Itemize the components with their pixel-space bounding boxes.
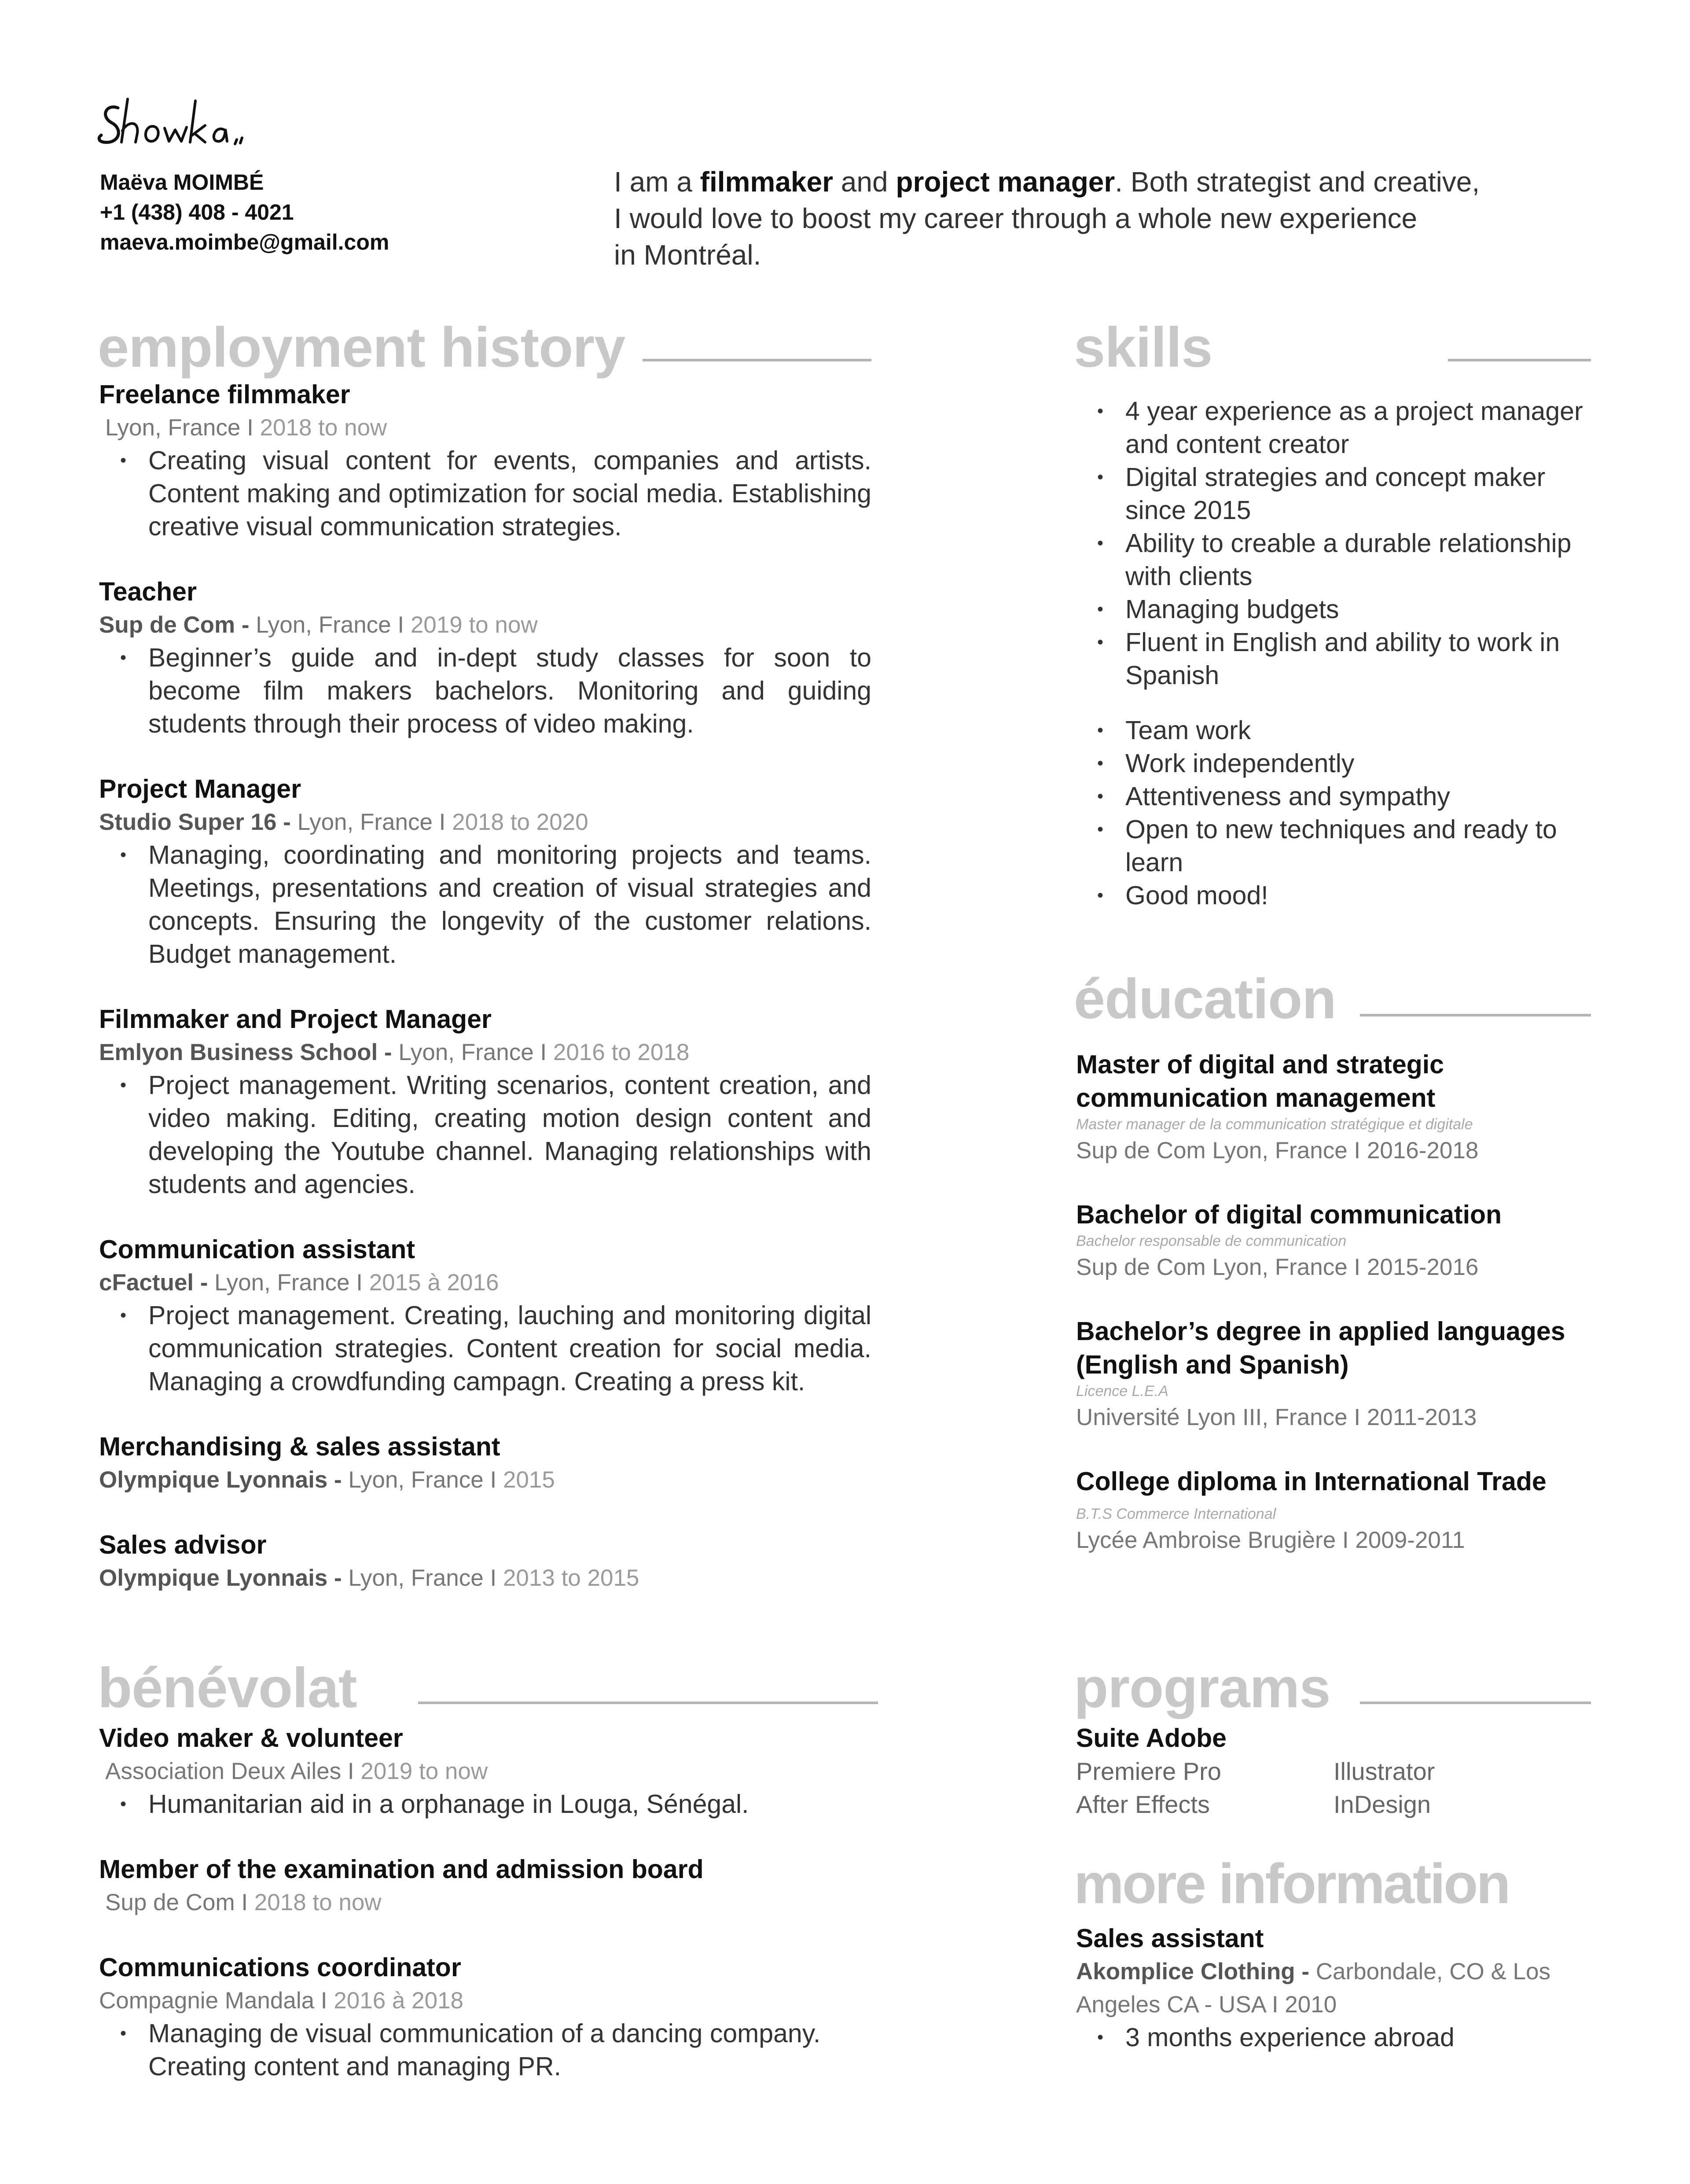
location: Lyon, France I [297, 809, 452, 835]
name: Maëva MOIMBÉ [100, 170, 264, 195]
job-bullet: • Project management. Writing scenarios, content creation, and video making. Editing, creating motion design content and developing the Youtube channel. Managing relationships with students and agencies. [99, 1069, 871, 1201]
degree: College diploma in International Trade [1076, 1467, 1547, 1496]
job-bullet: • Humanitarian aid in a orphanage in Louga, Sénégal. [99, 1788, 871, 1821]
company: Studio Super 16 - [99, 809, 298, 835]
job-meta [99, 1266, 871, 1299]
job-meta [99, 1562, 871, 1595]
skills-title: skills [1074, 316, 1212, 379]
job-bullet: • Beginner’s guide and in-dept study classes for soon to become film makers bachelors. Monitoring and guiding students through their process of video making. [99, 641, 871, 740]
date: 2016 à 2018 [334, 1988, 464, 2014]
volunteer-title: bénévolat [98, 1657, 357, 1720]
education-entry [1076, 1315, 1595, 1434]
divider [1360, 1702, 1591, 1704]
job-meta [1076, 1955, 1595, 2021]
job-title: Sales advisor [99, 1530, 267, 1559]
intro-text: and [833, 166, 896, 198]
intro-text: I am a [614, 166, 700, 198]
job-title: Member of the examination and admission board [99, 1855, 704, 1884]
intro-statement [614, 164, 1604, 273]
employment-list [99, 378, 871, 1595]
job-bullet: • Project management. Creating, lauching and monitoring digital communication strategies. Content creation for social media. Managing a crowdfunding campagn. Creating a press kit. [99, 1299, 871, 1398]
date: 2018 to now [260, 415, 387, 441]
contact-block [100, 167, 389, 257]
divider [643, 359, 871, 361]
education-title: éducation [1074, 968, 1336, 1031]
location: Lyon, France I [398, 1039, 553, 1065]
intro-highlight: filmmaker [700, 166, 833, 198]
school: Sup de Com Lyon, France I 2016-2018 [1076, 1138, 1479, 1164]
date: 2015 [503, 1467, 555, 1493]
divider [418, 1702, 878, 1704]
job-title: Sales assistant [1076, 1924, 1264, 1953]
job-title: Merchandising & sales assistant [99, 1432, 500, 1461]
date: 2015 à 2016 [369, 1270, 499, 1296]
date: 2013 to 2015 [503, 1565, 639, 1591]
date: 2016 to 2018 [553, 1039, 690, 1065]
job-meta [99, 1886, 871, 1919]
skill-item: • Fluent in English and ability to work in Spanish [1076, 626, 1595, 692]
divider [1360, 1014, 1591, 1016]
location: Lyon, France I [214, 1270, 369, 1296]
education-list [1076, 1048, 1595, 1557]
email[interactable]: maeva.moimbe@gmail.com [100, 230, 389, 254]
date: 2019 to now [410, 612, 538, 638]
job-title: Project Manager [99, 774, 301, 803]
job-title: Freelance filmmaker [99, 380, 350, 409]
job-title: Communications coordinator [99, 1953, 461, 1982]
showka-logo [97, 90, 255, 152]
skill-item: • Digital strategies and concept maker since 2015 [1076, 461, 1595, 527]
education-entry [1076, 1198, 1595, 1284]
degree: Master of digital and strategic communication management [1076, 1050, 1444, 1112]
skill-item: • 4 year experience as a project manager and content creator [1076, 395, 1595, 461]
education-entry [1076, 1048, 1595, 1167]
suite-title: Suite Adobe [1076, 1724, 1227, 1753]
job-bullet: • Creating visual content for events, companies and artists. Content making and optimization for social media. Establishing creative visual communication strategies. [99, 444, 871, 543]
job-title: Teacher [99, 577, 197, 606]
company: cFactuel - [99, 1270, 215, 1296]
programs-grid [1076, 1755, 1595, 1821]
date: 2019 to now [360, 1758, 488, 1784]
intro-text: . Both strategist and creative, [1115, 166, 1480, 198]
company: Olympique Lyonnais - [99, 1565, 349, 1591]
company: Emlyon Business School - [99, 1039, 399, 1065]
info-bullet: • 3 months experience abroad [1076, 2021, 1595, 2054]
job-title: Filmmaker and Project Manager [99, 1005, 492, 1034]
programs-title: programs [1074, 1657, 1330, 1720]
skill-item: • Ability to creable a durable relationship with clients [1076, 527, 1595, 593]
job-meta [99, 608, 871, 641]
location: Lyon, France I [348, 1467, 503, 1493]
degree-subtitle: Licence L.E.A [1076, 1383, 1168, 1400]
job-meta [99, 1036, 871, 1069]
degree-subtitle: Master manager de la communication stratégique et digitale [1076, 1116, 1473, 1133]
intro-highlight: project manager [896, 166, 1115, 198]
date: 2018 to now [254, 1889, 382, 1915]
degree: Bachelor’s degree in applied languages (English and Spanish) [1076, 1317, 1565, 1379]
location: Lyon, France I [256, 612, 411, 638]
program-item: Illustrator [1334, 1757, 1435, 1785]
job-meta [99, 806, 871, 839]
volunteer-list [99, 1721, 871, 2083]
job-entry [99, 772, 871, 971]
volunteer-entry [99, 1951, 871, 2083]
degree-subtitle: B.T.S Commerce International [1076, 1506, 1276, 1522]
school: Lycée Ambroise Brugière I 2009-2011 [1076, 1527, 1465, 1553]
job-entry [99, 1430, 871, 1496]
location: Carbondale, CO & Los Angeles CA - USA I 2010 [1076, 1959, 1550, 2018]
intro-text: in Montréal. [614, 239, 761, 271]
job-entry [99, 1528, 871, 1595]
school: Université Lyon III, France I 2011-2013 [1076, 1404, 1477, 1430]
company: Sup de Com - [99, 612, 256, 638]
employment-title: employment history [98, 316, 625, 379]
skill-item: • Attentiveness and sympathy [1076, 780, 1595, 813]
job-meta [99, 411, 871, 444]
company: Akomplice Clothing - [1076, 1959, 1316, 1985]
degree: Bachelor of digital communication [1076, 1200, 1502, 1229]
job-meta [99, 1755, 871, 1788]
job-title: Video maker & volunteer [99, 1724, 403, 1753]
intro-text: I would love to boost my career through a whole new experience [614, 203, 1418, 234]
more-info-block [1076, 1922, 1595, 2054]
volunteer-entry [99, 1853, 871, 1919]
location: Lyon, France I [105, 415, 260, 441]
job-meta [99, 1984, 871, 2017]
volunteer-entry [99, 1721, 871, 1821]
degree-subtitle: Bachelor responsable de communication [1076, 1233, 1347, 1249]
phone[interactable]: +1 (438) 408 - 4021 [100, 200, 294, 225]
skills-list [1076, 395, 1595, 912]
job-title: Communication assistant [99, 1235, 415, 1264]
location: Compagnie Mandala I [99, 1988, 334, 2014]
date: 2018 to 2020 [452, 809, 588, 835]
location: Sup de Com I [105, 1889, 254, 1915]
job-bullet: • Managing, coordinating and monitoring projects and teams. Meetings, presentations and creation of visual strategies and concepts. Ensuring the longevity of the customer relations. Budget management. [99, 839, 871, 971]
programs-block [1076, 1721, 1595, 1821]
skill-item: • Managing budgets [1076, 593, 1595, 626]
divider [1448, 359, 1591, 361]
skill-item: • Team work [1076, 714, 1595, 747]
program-item: InDesign [1334, 1790, 1431, 1818]
job-entry [99, 378, 871, 543]
company: Olympique Lyonnais - [99, 1467, 349, 1493]
school: Sup de Com Lyon, France I 2015-2016 [1076, 1254, 1479, 1280]
program-item: Premiere Pro [1076, 1757, 1221, 1785]
skill-item: • Open to new techniques and ready to learn [1076, 813, 1595, 879]
job-meta [99, 1463, 871, 1496]
job-entry [99, 575, 871, 740]
more-info-title: more information [1074, 1853, 1509, 1915]
location: Lyon, France I [348, 1565, 503, 1591]
job-entry [99, 1233, 871, 1398]
education-entry [1076, 1465, 1595, 1557]
job-entry [99, 1002, 871, 1201]
skill-item: • Work independently [1076, 747, 1595, 780]
location: Association Deux Ailes I [105, 1758, 361, 1784]
job-bullet: • Managing de visual communication of a dancing company. Creating content and managing PR. [99, 2017, 871, 2083]
skill-item: • Good mood! [1076, 879, 1595, 912]
program-item: After Effects [1076, 1790, 1210, 1818]
